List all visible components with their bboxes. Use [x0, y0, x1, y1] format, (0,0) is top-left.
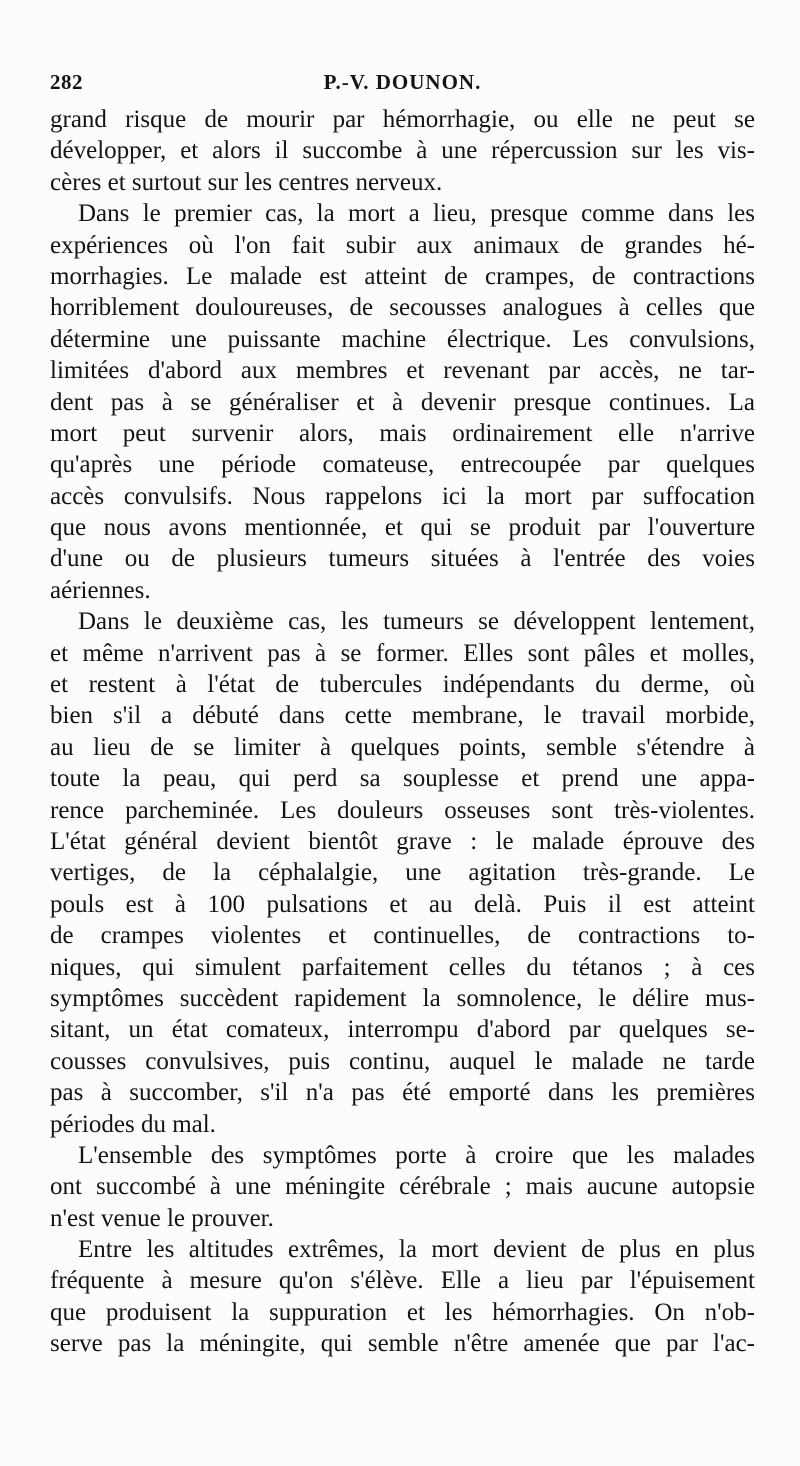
text-line: limitées d'abord aux membres et revenant par accès, ne tar- [50, 357, 755, 385]
text-line: sitant, un état comateux, interrompu d'abord par quelques se- [50, 1016, 755, 1044]
text-line: pouls est à 100 pulsations et au delà. Puis il est atteint [50, 890, 755, 918]
text-line: horriblement douloureuses, de secousses analogues à celles que [50, 294, 755, 322]
text-line: niques, qui simulent parfaitement celles du tétanos ; à ces [50, 953, 755, 981]
page-header [50, 64, 755, 98]
page-number: 282 [50, 70, 83, 94]
text-line: rence parcheminée. Les douleurs osseuses sont très-violentes. [50, 796, 755, 824]
text-line: de crampes violentes et continuelles, de contractions to- [50, 922, 755, 950]
text-line: fréquente à mesure qu'on s'élève. Elle a lieu par l'épuisement [50, 1267, 755, 1295]
text-line: et même n'arrivent pas à se former. Elles sont pâles et molles, [50, 639, 755, 667]
text-line: cères et surtout sur les centres nerveux. [50, 168, 443, 196]
text-line: au lieu de se limiter à quelques points, semble s'étendre à [50, 733, 755, 761]
running-head: P.-V. DOUNON. [323, 70, 482, 94]
text-line: L'état général devient bientôt grave : le malade éprouve des [50, 827, 755, 855]
text-line: n'est venue le prouver. [50, 1204, 274, 1232]
text-line: expériences où l'on fait subir aux animaux de grandes hé- [50, 231, 755, 259]
text-line: vertiges, de la céphalalgie, une agitation très-grande. Le [50, 859, 755, 887]
text-line: dent pas à se généraliser et à devenir presque continues. La [50, 388, 755, 416]
text-line: grand risque de mourir par hémorrhagie, ou elle ne peut se [50, 106, 755, 133]
text-line: pas à succomber, s'il n'a pas été emporté dans les premières [50, 1079, 755, 1107]
text-line: morrhagies. Le malade est atteint de crampes, de contractions [50, 262, 755, 290]
text-line: détermine une puissante machine électrique. Les convulsions, [50, 325, 755, 353]
paragraph-start-line: Dans le deuxième cas, les tumeurs se développent lentement, [78, 608, 755, 636]
text-line: symptômes succèdent rapidement la somnolence, le délire mus- [50, 984, 755, 1012]
paragraph-start-line: L'ensemble des symptômes porte à croire que les malades [78, 1141, 755, 1169]
text-line: aériennes. [50, 576, 151, 604]
paragraph-start-line: Entre les altitudes extrêmes, la mort devient de plus en plus [78, 1236, 755, 1264]
text-line: serve pas la méningite, qui semble n'être amenée que par l'ac- [50, 1330, 755, 1358]
text-line: accès convulsifs. Nous rappelons ici la mort par suffocation [50, 482, 755, 510]
text-line: qu'après une période comateuse, entrecoupée par quelques [50, 451, 755, 479]
text-line: que nous avons mentionnée, et qui se produit par l'ouverture [50, 514, 755, 542]
text-line: mort peut survenir alors, mais ordinairement elle n'arrive [50, 419, 755, 447]
text-line: d'une ou de plusieurs tumeurs situées à l'entrée des voies [50, 545, 755, 573]
body-text [50, 104, 755, 1360]
text-line: ont succombé à une méningite cérébrale ; mais aucune autopsie [50, 1173, 755, 1201]
text-line: que produisent la suppuration et les hémorrhagies. On n'ob- [50, 1298, 755, 1326]
text-line: cousses convulsives, puis continu, auquel le malade ne tarde [50, 1047, 755, 1075]
paragraph-start-line: Dans le premier cas, la mort a lieu, presque comme dans les [78, 200, 755, 228]
text-line: et restent à l'état de tubercules indépendants du derme, où [50, 671, 755, 699]
text-line: périodes du mal. [50, 1110, 216, 1138]
text-line: développer, et alors il succombe à une répercussion sur les vis- [50, 137, 755, 165]
text-line: bien s'il a débuté dans cette membrane, le travail morbide, [50, 702, 755, 730]
text-line: toute la peau, qui perd sa souplesse et prend une appa- [50, 765, 755, 793]
